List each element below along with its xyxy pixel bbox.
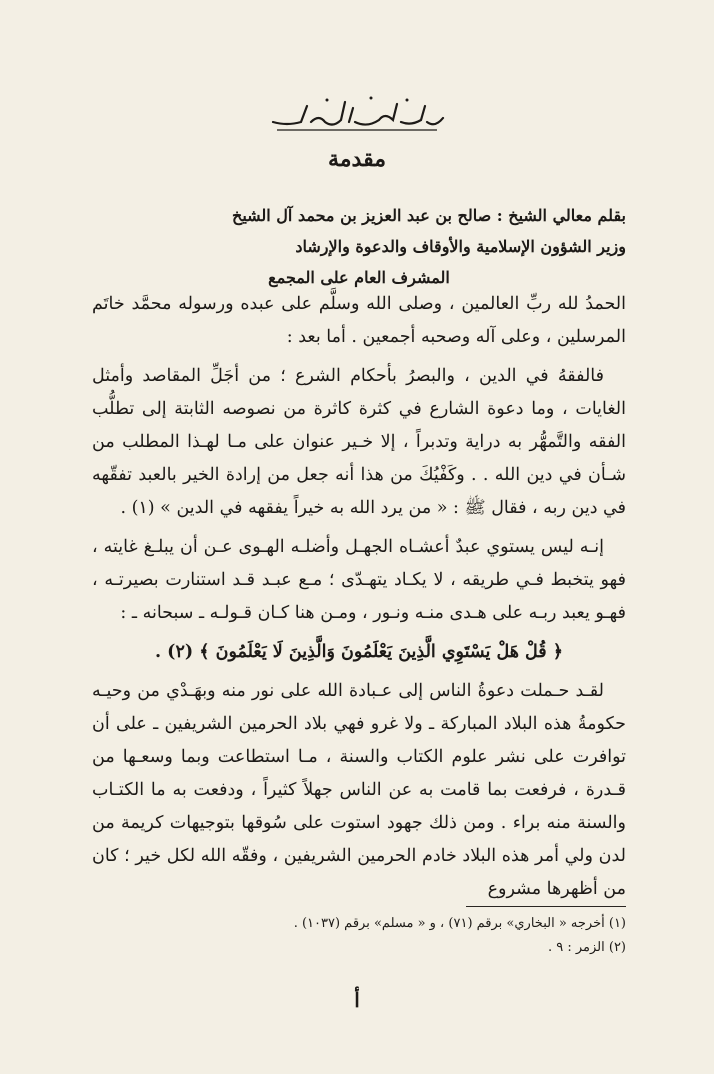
author-block: [92, 200, 626, 293]
quran-verse: ﴿ قُلْ هَلْ يَسْتَوِي الَّذِينَ يَعْلَمُونَ وَالَّذِينَ لَا يَعْلَمُونَ ﴾ (٢) .: [155, 642, 563, 662]
author-line-2: وزير الشؤون الإسلامية والأوقاف والدعوة والإرشاد: [295, 237, 626, 256]
paragraph-1: الحمدُ لله ربِّ العالمين ، وصلى الله وسلَّم على عبده ورسوله محمَّد خاتَم المرسلين ، وعلى آله وصحبه أجمعين . أما بعد :: [92, 294, 626, 347]
bismillah-calligraphy: [0, 92, 714, 136]
page-number: أ: [354, 988, 360, 1012]
paragraph-4: لقـد حـملت دعوةُ الناس إلى عـبادة الله على نور منه وبهَـدْي من وحيـه حكومةُ هذه البلاد المباركة ـ ولا غرو فهي بلاد الحرمين الشريفين ـ على أن توافرت على نشر علوم الكتاب والسنة ، مـا استطاعت وبما وسعـها من قـدرة ، فرفعت بما قامت به عن الناس جهلاً كثيراً ، ودفعت به ما الكتـاب والسنة منه براء . ومن ذلك جهود استوت على سُوقها بتوجيهات كريمة من لدن ولي أمر هذه البلاد خادم الحرمين الشريفين ، وفقّه الله لكل خير ؛ كان من أظهرها مشروع: [92, 681, 626, 899]
paragraph-2: فالفقهُ في الدين ، والبصرُ بأحكام الشرع ؛ من أجَلِّ المقاصد وأمثل الغايات ، وما دعوة الشارع في كثرة كاثرة من نصوصه الثابتة إلى تطلُّب الفقه والتَّمهُّر به دراية وتدبراً ، إلا خـير عنوان على مـا لهـذا المطلب من شـأن في دين الله . . وكَفْيُكَ من هذا أنه جعل من إرادة الخير بالعبد تفقّهه في دين ربه ، فقال ﷺ : « من يرد الله به خيراً يفقهه في الدين » (١) .: [92, 366, 626, 518]
footnote-2: (٢) الزمر : ٩ .: [547, 940, 626, 955]
paragraph-3: إنـه ليس يستوي عبدٌ أعشـاه الجهـل وأضلـه الهـوى عـن أن يبلـغ غايته ، فهو يتخبط فـي طريقه ، لا يكـاد يتهـدّى ؛ مـع عبـد قـد استنارت بصيرتـه ، فهـو يعبد ربـه على هـدى منـه ونـور ، ومـن هنا كـان قـولـه ـ سبحانه ـ :: [92, 537, 626, 623]
bismillah-calligraphy-icon: [267, 92, 447, 136]
body-text: [92, 288, 626, 912]
section-title: مقدمة: [327, 146, 387, 172]
footnote-1: (١) أخرجه « البخاري» برقم (٧١) ، و « مسلم» برقم (١٠٣٧) .: [293, 916, 626, 931]
footnotes: [92, 912, 626, 960]
author-line-3: المشرف العام على المجمع: [268, 268, 450, 287]
footnote-divider: [466, 906, 626, 907]
author-line-1: بقلم معالي الشيخ : صالح بن عبد العزيز بن محمد آل الشيخ: [231, 206, 626, 225]
